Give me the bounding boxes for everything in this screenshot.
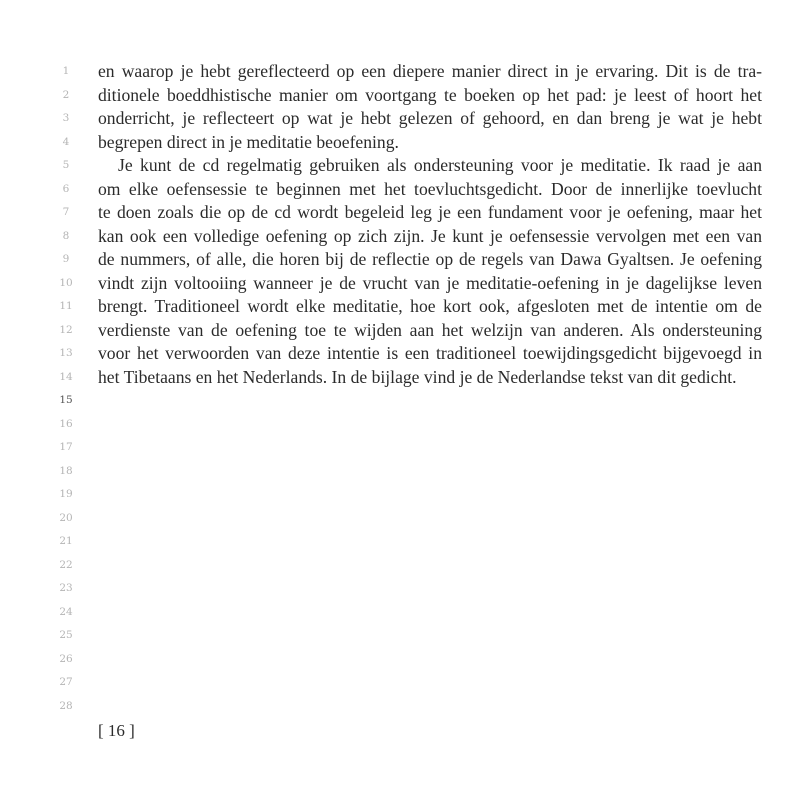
line-number: 22 xyxy=(59,558,73,571)
line-number: 25 xyxy=(59,629,73,641)
line-number: 16 xyxy=(59,417,73,430)
text-line: de nummers, of alle, die horen bij de reflectie op de regels van Dawa Gyaltsen. Je oefening xyxy=(98,249,762,269)
line-number: 27 xyxy=(59,676,73,688)
line-number: 21 xyxy=(59,535,73,547)
text-line: kan ook een volledige oefening op zich zijn. Je kunt je oefensessie vervolgen met een van xyxy=(98,225,762,246)
text-line: vindt zijn voltooiing wanneer je de vrucht van je meditatie-oefening in je dagelijkse leven xyxy=(98,272,762,293)
body-text xyxy=(98,60,762,389)
line-number: 1 xyxy=(62,65,70,77)
text-line: verdienste van de oefening toe te wijden aan het welzijn van anderen. Als ondersteuning xyxy=(98,319,762,340)
line-number: 20 xyxy=(59,511,73,524)
text-line: brengt. Traditioneel wordt elke meditatie, hoe kort ook, afgesloten met de intentie om de xyxy=(98,296,762,316)
line-number: 26 xyxy=(59,652,73,665)
line-number-gutter xyxy=(56,60,86,718)
line-number: 23 xyxy=(59,582,73,594)
line-number: 8 xyxy=(62,229,70,242)
line-number: 10 xyxy=(59,276,73,289)
text-line: onderricht, je reflecteert op wat je hebt gelezen of gehoord, en dan breng je wat je hebt xyxy=(98,108,762,128)
text-line: te doen zoals die op de cd wordt begeleid leg je een fundament voor je oefening, maar het xyxy=(98,202,762,222)
line-number: 28 xyxy=(59,699,73,712)
line-number-current: 15 xyxy=(59,394,73,406)
text-line: Je kunt de cd regelmatig gebruiken als ondersteuning voor je meditatie. Ik raad je aan xyxy=(118,155,762,175)
line-number: 9 xyxy=(62,253,70,265)
line-number: 7 xyxy=(62,206,70,218)
page-number: [ 16 ] xyxy=(98,721,135,740)
text-line: voor het verwoorden van deze intentie is een traditioneel toewijdingsgedicht bijgevoegd in xyxy=(98,343,762,363)
line-number: 12 xyxy=(59,323,73,336)
line-number: 2 xyxy=(62,88,70,101)
line-number: 14 xyxy=(59,370,73,383)
line-number: 13 xyxy=(59,347,73,359)
line-number: 24 xyxy=(59,605,73,618)
line-number: 6 xyxy=(62,182,70,195)
line-number: 18 xyxy=(59,464,73,477)
line-number: 19 xyxy=(59,488,73,500)
text-line: ditionele boeddhistische manier om voortgang te boeken op het pad: je leest of hoort het xyxy=(98,84,762,105)
text-line: en waarop je hebt gereflecteerd op een diepere manier direct in je ervaring. Dit is de tra- xyxy=(98,61,762,81)
text-line: begrepen direct in je meditatie beoefening. xyxy=(98,131,399,152)
line-number: 3 xyxy=(62,112,70,124)
line-number: 11 xyxy=(59,300,73,312)
line-number: 4 xyxy=(62,135,70,148)
text-line: het Tibetaans en het Nederlands. In de bijlage vind je de Nederlandse tekst van dit gedicht. xyxy=(98,366,737,387)
line-number: 5 xyxy=(62,159,70,171)
line-number: 17 xyxy=(59,441,73,453)
text-line: om elke oefensessie te beginnen met het toevluchtsgedicht. Door de innerlijke toevlucht xyxy=(98,178,762,199)
